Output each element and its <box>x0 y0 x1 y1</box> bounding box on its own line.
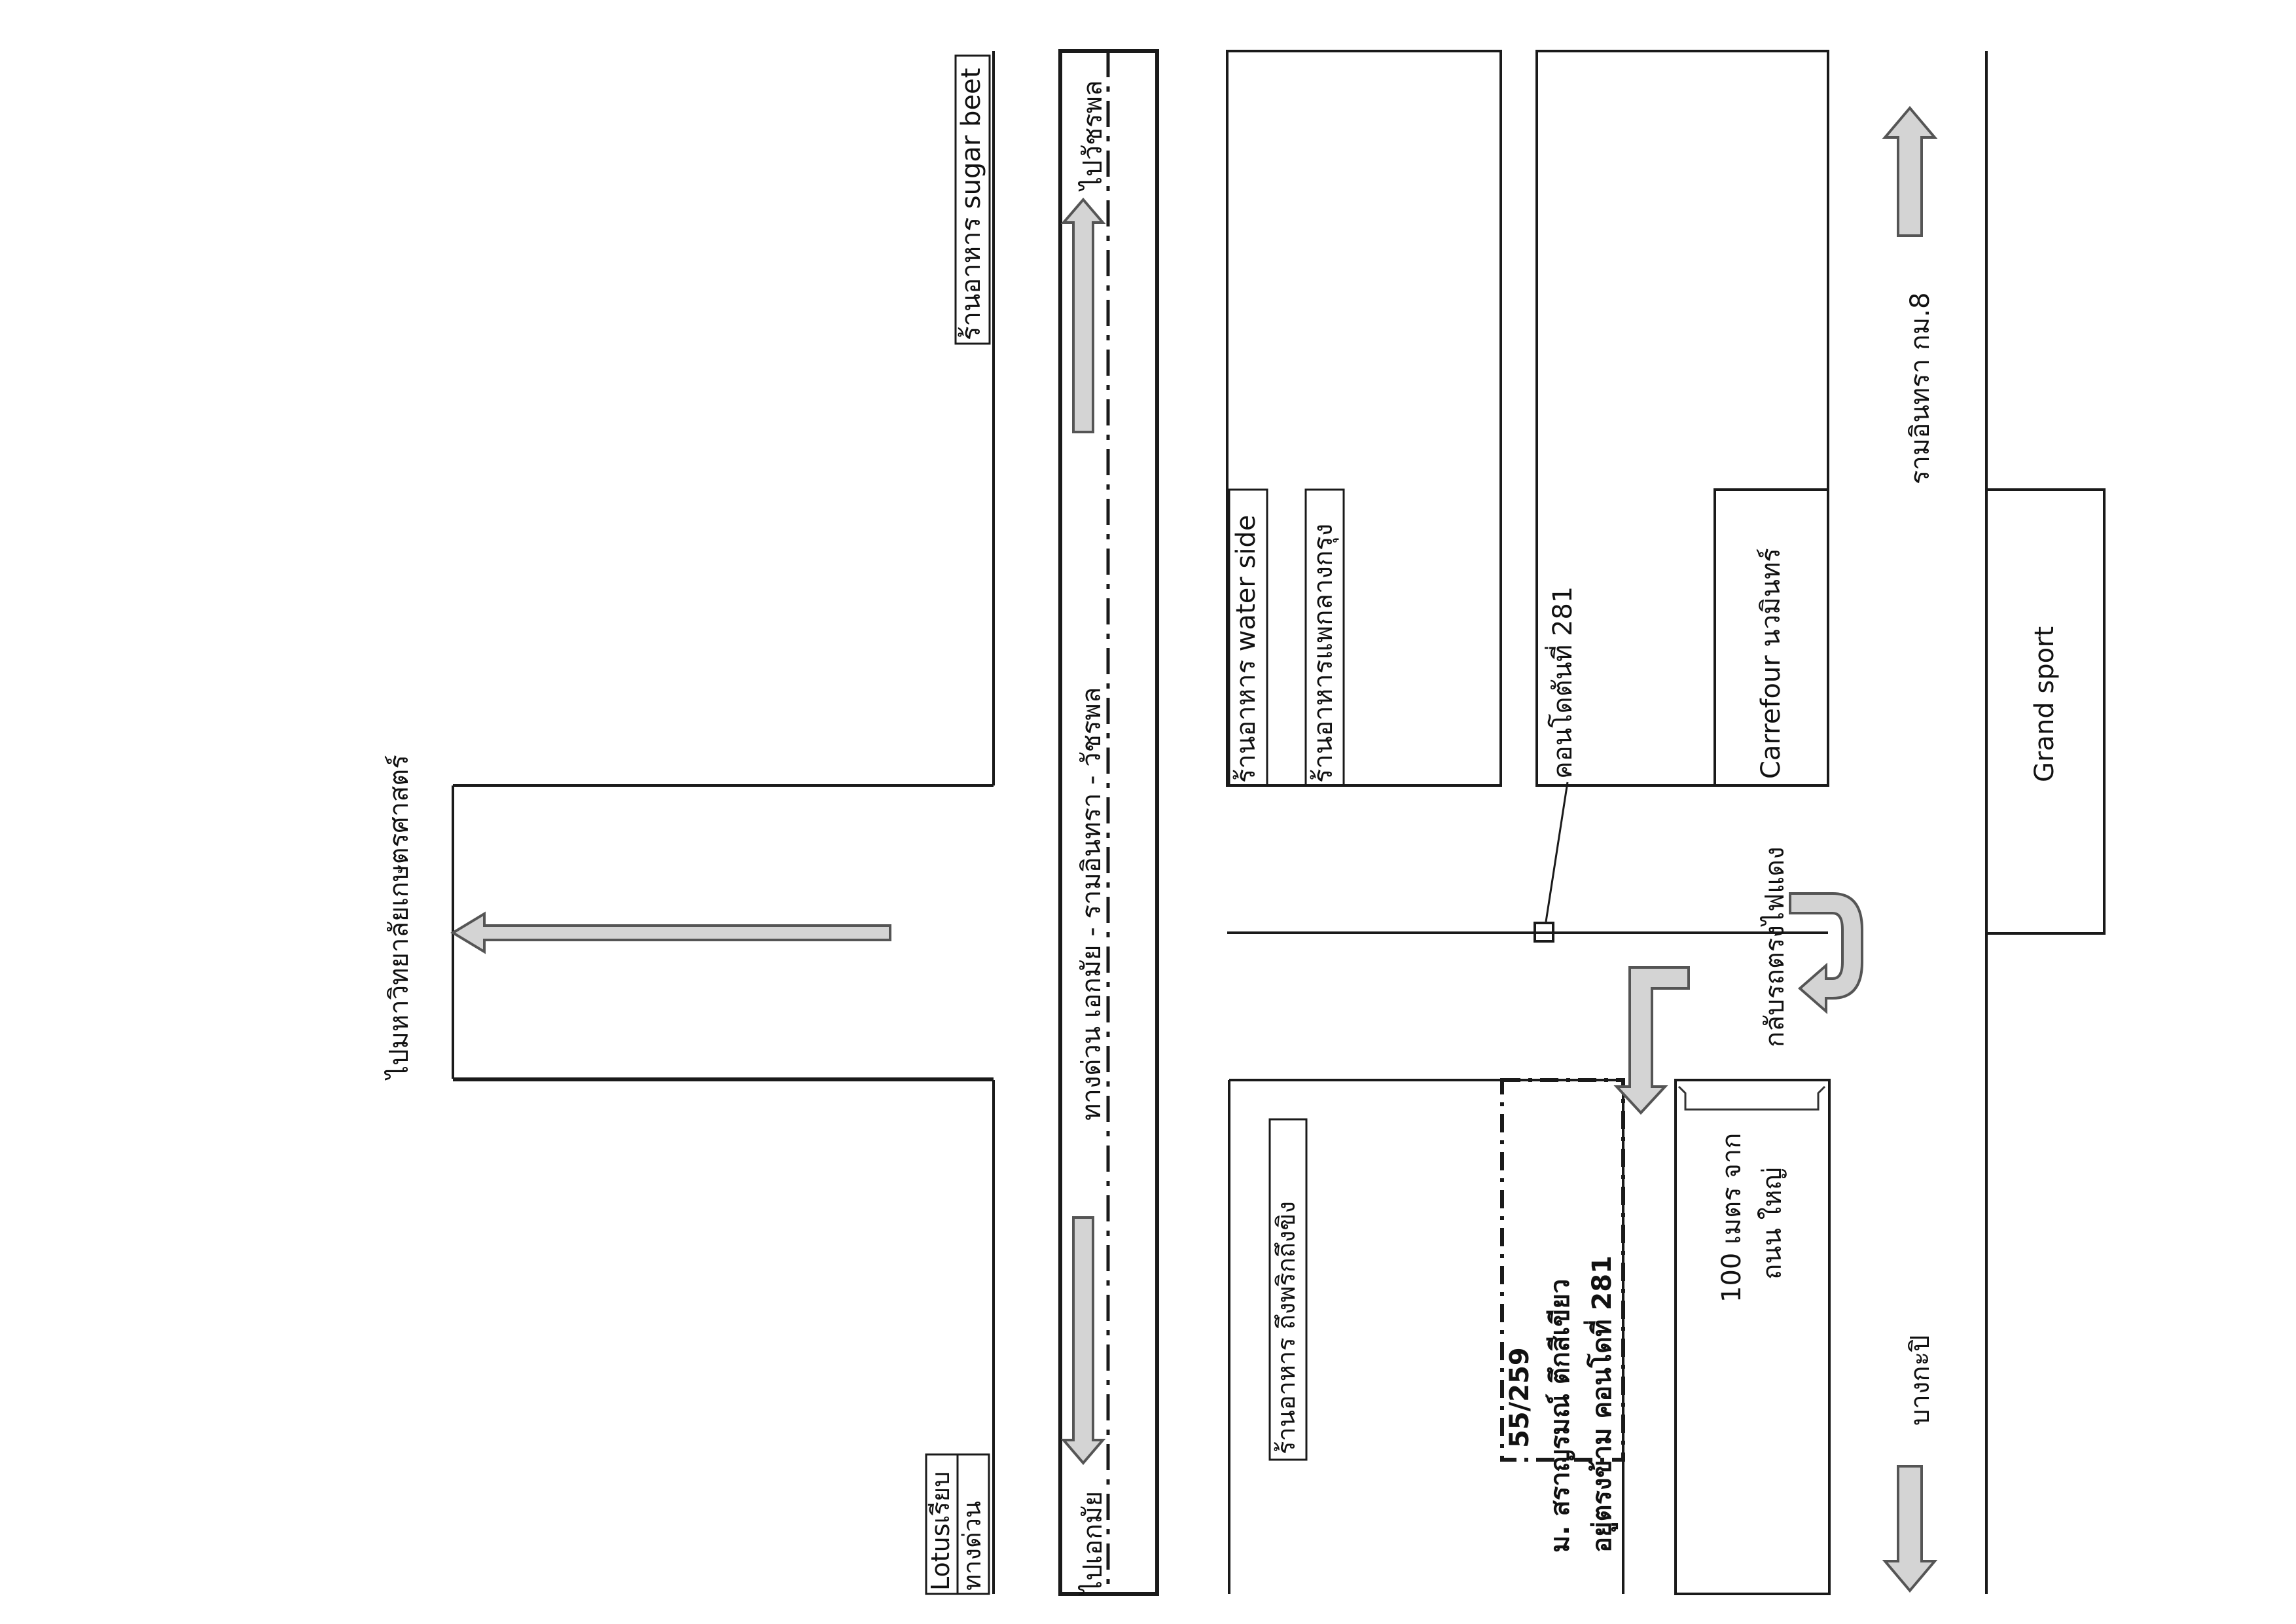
label-distance-1: 100 เมตร จาก <box>1717 1132 1747 1303</box>
label-carrefour: Carrefour นวมินทร์ <box>1756 548 1786 779</box>
label-ram-inthra: รามอินทรา กม.8 <box>1905 292 1935 484</box>
u-turn-arrow-icon <box>1790 893 1862 1011</box>
label-dest-line2: อยู่ตรงข้าม คอนโดที่ 281 <box>1587 1255 1617 1553</box>
label-condo-281: คอนโดตันที่ 281 <box>1548 586 1578 779</box>
label-to-watcharapol: ไปวัชรพล <box>1078 80 1108 190</box>
label-sugar-beet: ร้านอาหาร sugar beet <box>956 67 986 340</box>
label-to-ekamai: ไปเอกมัย <box>1078 1490 1108 1594</box>
distance-bracket <box>1679 1087 1825 1110</box>
block-water-side <box>1227 51 1501 785</box>
arrow-down-road-icon <box>1885 1466 1935 1591</box>
label-water-side: ร้านอาหาร water side <box>1231 514 1261 783</box>
arrow-to-watcharapol-icon <box>1064 200 1103 432</box>
label-expressway: ทางด่วน เอกมัย - รามอินทรา - วัชรพล <box>1077 687 1107 1121</box>
condo-pointer-line <box>1546 782 1568 922</box>
label-u-turn: กลับรถตรงไฟแดง <box>1760 846 1790 1047</box>
label-lotus-2: ทางด่วน <box>958 1501 986 1591</box>
arrow-up-road-icon <box>1885 108 1935 236</box>
label-phae-klangkrung: ร้านอาหารแพกลางกรุง <box>1308 523 1338 783</box>
label-dest-line1: ม. สราญรมณ์ ตึกสีเขียว <box>1545 1278 1575 1553</box>
label-dest-number: 55/259 <box>1505 1347 1535 1448</box>
label-grand-sport: Grand sport <box>2030 626 2060 782</box>
turn-arrow-icon <box>1617 967 1689 1113</box>
label-distance-2: ถนน ใหญ่ <box>1757 1167 1787 1280</box>
block-100m <box>1676 1080 1829 1594</box>
label-to-kasetsart: ไปมหาวิทยาลัยเกษตรศาสตร์ <box>384 755 414 1079</box>
label-lotus-1: Lotusเรียบ <box>926 1471 955 1591</box>
arrow-to-ekamai-icon <box>1064 1218 1103 1463</box>
label-bang-kapi: บางกะปิ <box>1905 1335 1935 1426</box>
arrow-to-kasetsart-icon <box>453 914 890 952</box>
label-thing-prik: ร้านอาหาร ถึงพริกถึงขิง <box>1272 1201 1300 1454</box>
